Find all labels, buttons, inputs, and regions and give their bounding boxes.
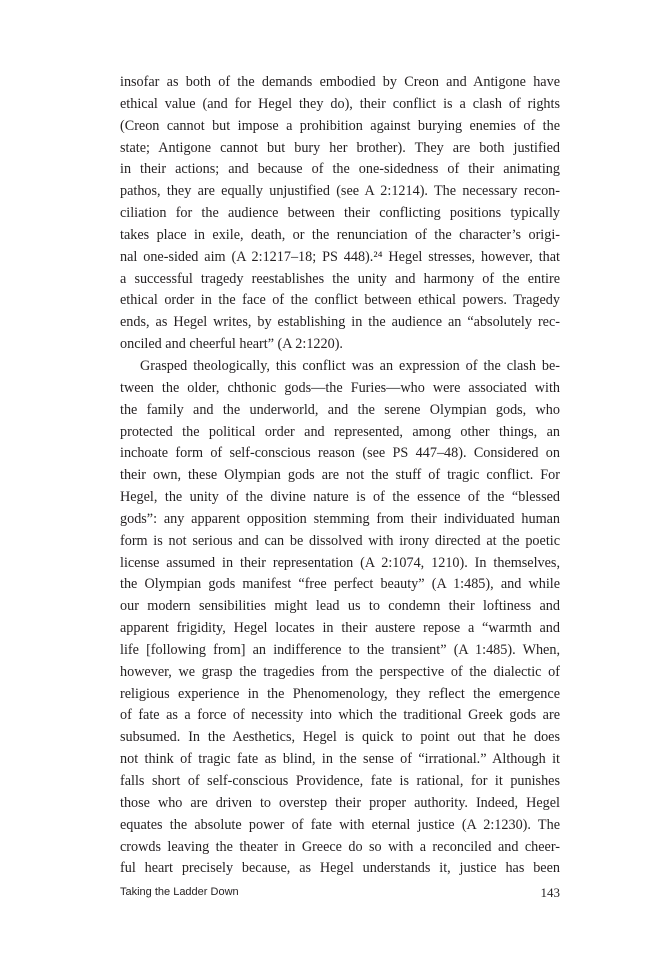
text-line: subsumed. In the Aesthetics, Hegel is quick to point out that he does [120,729,560,746]
text-line: apparent frigidity, Hegel locates in their austere repose a “warmth and [120,620,560,637]
text-line: ful heart precisely because, as Hegel understands it, justice has been [120,860,560,877]
text-line: ends, as Hegel writes, by establishing in the audience an “absolutely rec- [120,314,560,331]
text-line: equates the absolute power of fate with eternal justice (A 2:1230). The [120,816,560,833]
text-line: falls short of self-conscious Providence, fate is rational, for it punishes [120,773,560,789]
body-text [120,72,560,880]
text-line: nal one-sided aim (A 2:1217–18; PS 448).²⁴ Hegel stresses, however, that [120,248,560,265]
page-number: 143 [540,885,560,900]
text-line: the family and the underworld, and the serene Olympian gods, who [120,401,560,418]
text-line: protected the political order and represented, among other things, an [120,423,560,440]
text-line: ethical order in the face of the conflict between ethical powers. Tragedy [120,292,560,309]
text-line: tween the older, chthonic gods—the Furies—who were associated with [120,379,560,396]
text-line: (Creon cannot but impose a prohibition against burying enemies of the [120,117,560,134]
text-line: not think of tragic fate as blind, in the sense of “irrational.” Although it [120,751,560,768]
text-line: ciliation for the audience between their conflicting positions typically [120,205,560,222]
text-line: inchoate form of self-conscious reason (see PS 447–48). Considered on [120,445,560,462]
text-line: life [following from] an indifference to the transient” (A 1:485). When, [120,641,560,658]
running-title: Taking the Ladder Down [120,886,239,898]
text-line: the Olympian gods manifest “free perfect beauty” (A 1:485), and while [120,576,560,593]
text-line: pathos, they are equally unjustified (see A 2:1214). The necessary recon- [120,183,560,200]
text-line: takes place in exile, death, or the renunciation of the character’s origi- [120,226,560,243]
text-line: their own, these Olympian gods are not the stuff of tragic conflict. For [120,467,560,484]
text-line: ethical value (and for Hegel they do), their conflict is a clash of rights [120,95,560,112]
text-line: Hegel, the unity of the divine nature is of the essence of the “blessed [120,489,560,506]
text-line: form is not serious and can be dissolved with irony directed at the poetic [120,532,560,549]
text-line: onciled and cheerful heart” (A 2:1220). [120,336,343,353]
text-line: license assumed in their representation (A 2:1074, 1210). In themselves, [120,554,560,571]
text-line: those who are driven to overstep their proper authority. Indeed, Hegel [120,794,560,811]
text-line: a successful tragedy reestablishes the unity and harmony of the entire [120,270,560,287]
text-line: in their actions; and because of the one-sidedness of their animating [120,161,560,178]
text-line: our modern sensibilities might lead us to condemn their loftiness and [120,598,560,615]
text-line: of fate as a force of necessity into which the traditional Greek gods are [120,707,560,724]
text-line: religious experience in the Phenomenology, they reflect the emergence [120,685,560,702]
text-line: insofar as both of the demands embodied by Creon and Antigone have [120,74,560,90]
text-line: Grasped theologically, this conflict was an expression of the clash be- [140,357,560,374]
text-line: state; Antigone cannot but bury her brother). They are both justified [120,139,560,156]
text-line: however, we grasp the tragedies from the perspective of the dialectic of [120,663,560,680]
text-line: gods”: any apparent opposition stemming from their individuated human [120,510,560,527]
text-line: crowds leaving the theater in Greece do so with a reconciled and cheer- [120,838,560,855]
